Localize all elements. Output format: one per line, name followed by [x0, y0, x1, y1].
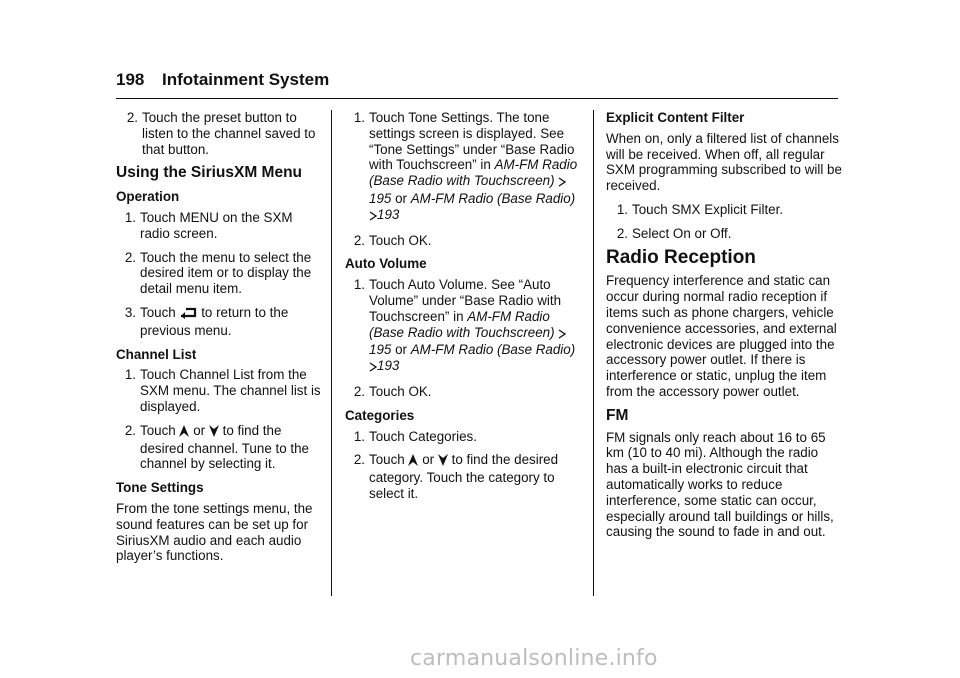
cross-reference-link[interactable]: AM-FM Radio (Base Radio)	[410, 190, 576, 206]
list-item: 1. Touch Tone Settings. The tone settings screen is displayed. See “Tone Settings” under “Base Radio with Touchscreen” in AM-FM Radio (Base Radio with Touchscreen) 195 or AM-FM Radio (Base Radio) 193	[345, 110, 581, 225]
paragraph-explicit-filter: When on, only a filtered list of channels will be received. When off, all regular SXM programming subscribed to will be received.	[606, 130, 842, 194]
paragraph-fm: FM signals only reach about 16 to 65 km (10 to 40 mi). Although the radio has a built-in electronic circuit that automatically works to reduce interference, some static can occur, especially around tall buildings or hills, causing the sound to fade in and out.	[606, 429, 834, 540]
paragraph-tone-settings: From the tone settings menu, the sound features can be set up for SiriusXM audio and each audio player’s functions.	[116, 500, 313, 564]
subheading-tone-settings: Tone Settings	[116, 480, 204, 496]
list-item: 3. Touch to return to the previous menu.	[124, 304, 289, 338]
up-arrow-icon	[408, 454, 418, 470]
page-reference-icon	[369, 209, 377, 225]
section-heading-fm: FM	[606, 406, 629, 424]
up-arrow-icon	[179, 425, 189, 441]
column-1	[116, 110, 321, 572]
list-item: 2. Touch or to find the desired channel. Tune to the channel by selecting it.	[124, 422, 309, 472]
list-item: 2. Touch the preset button to listen to the channel saved to that button.	[126, 110, 316, 157]
list-item: 2. Touch OK.	[353, 232, 432, 248]
back-arrow-icon	[179, 305, 197, 323]
list-item: 2. Touch or to find the desired category. Touch the category to select it.	[353, 452, 559, 501]
column-divider	[331, 110, 332, 596]
page-header	[116, 70, 838, 98]
list-item: 2. Select On or Off.	[616, 225, 732, 241]
page-reference[interactable]: 193	[377, 358, 400, 374]
subheading-categories: Categories	[345, 407, 415, 423]
page-reference[interactable]: 193	[377, 206, 400, 222]
column-2	[345, 110, 581, 510]
page-reference[interactable]: 195	[369, 342, 392, 358]
subheading-explicit-content-filter: Explicit Content Filter	[606, 110, 745, 125]
list-item: 2. Touch OK.	[353, 383, 432, 399]
down-arrow-icon	[438, 454, 448, 470]
list-item: 1. Touch Auto Volume. See “Auto Volume” under “Base Radio with Touchscreen” in AM-FM Radio (Base Radio with Touchscreen) 195 or AM-FM Radio (Base Radio) 193	[345, 277, 581, 376]
cross-reference-link[interactable]: AM-FM Radio (Base Radio with Touchscreen)	[369, 157, 578, 189]
list-item: 1. Touch Categories.	[353, 428, 477, 444]
column-3	[606, 110, 842, 548]
page-number: 198	[116, 70, 145, 89]
watermark: carmanualsonline.info	[410, 646, 658, 671]
cross-reference-link[interactable]: AM-FM Radio (Base Radio)	[410, 342, 576, 358]
subheading-operation: Operation	[116, 189, 180, 205]
paragraph-radio-reception: Frequency interference and static can occur during normal radio reception if items such as phone chargers, vehicle convenience accessories, and external electronic devices are plugged into the accessory power outlet. If there is interference or static, unplug the item from the accessory power outlet.	[606, 273, 837, 399]
section-heading-siriusxm-menu: Using the SiriusXM Menu	[116, 164, 303, 182]
page-title: Infotainment System	[162, 70, 330, 89]
cross-reference-link[interactable]: AM-FM Radio (Base Radio with Touchscreen)	[369, 308, 555, 340]
subheading-auto-volume: Auto Volume	[345, 256, 427, 272]
list-item: 2. Touch the menu to select the desired item or to display the detail menu item.	[124, 249, 312, 297]
page-reference-icon	[369, 360, 377, 376]
list-item: 1. Touch SMX Explicit Filter.	[616, 201, 784, 217]
subheading-channel-list: Channel List	[116, 346, 197, 362]
list-item: 1. Touch Channel List from the SXM menu. The channel list is displayed.	[124, 367, 321, 414]
list-item: 1. Touch MENU on the SXM radio screen.	[124, 209, 293, 241]
down-arrow-icon	[209, 425, 219, 441]
page-reference-icon	[558, 327, 566, 343]
section-heading-radio-reception: Radio Reception	[606, 246, 756, 268]
header-rule	[116, 98, 838, 99]
page-reference-icon	[558, 175, 566, 191]
page-reference[interactable]: 195	[369, 190, 392, 206]
column-divider	[593, 110, 594, 596]
